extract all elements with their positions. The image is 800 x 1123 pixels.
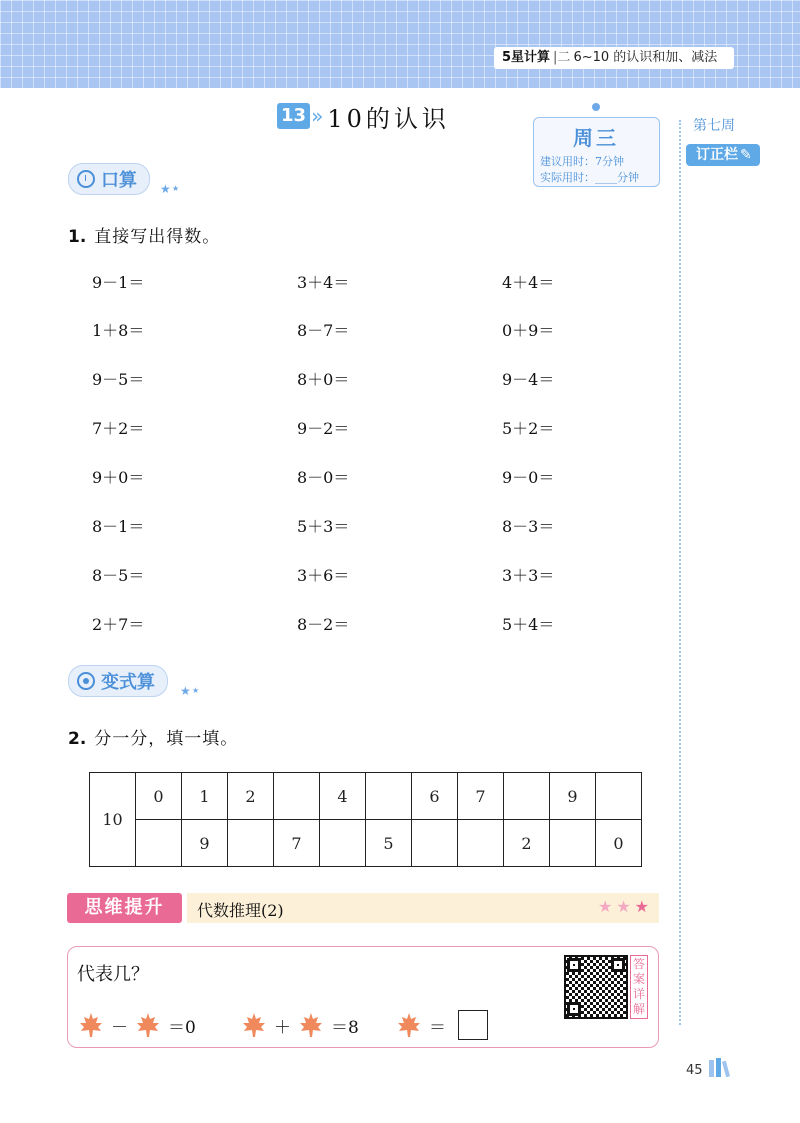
star-icon: ★	[597, 897, 617, 916]
star-icon: ★	[180, 684, 191, 698]
arithmetic-expression: 5＋4＝	[502, 615, 555, 634]
lesson-title: 10的认识	[327, 104, 450, 133]
table-cell-top: 2	[228, 773, 274, 820]
arithmetic-expression: 8－3＝	[502, 517, 555, 536]
question-number: 1.	[68, 227, 87, 247]
table-row	[90, 773, 642, 820]
arithmetic-expression: 5＋3＝	[297, 517, 350, 536]
table-cell-bottom[interactable]	[228, 820, 274, 867]
table-cell-bottom: 7	[274, 820, 320, 867]
maple-leaf-icon	[134, 1011, 162, 1039]
arithmetic-expression: 8－2＝	[297, 615, 350, 634]
question-1	[68, 222, 220, 247]
header-separator: |二	[553, 50, 571, 65]
equation-3	[395, 1008, 488, 1042]
thinking-question: 代表几？	[77, 964, 149, 985]
qr-label-char: 案	[632, 972, 645, 986]
table-cell-top: 6	[412, 773, 458, 820]
table-cell-top: 4	[320, 773, 366, 820]
table-cell-top: 7	[458, 773, 504, 820]
qr-finder	[611, 958, 625, 972]
section-tag-variant	[68, 665, 168, 697]
plus-sign: ＋	[274, 1017, 291, 1038]
star-icon: ★	[172, 184, 180, 193]
table-cell-bottom: 9	[182, 820, 228, 867]
fix-column-tag	[686, 144, 760, 166]
arithmetic-expression: 9－5＝	[92, 370, 145, 389]
arithmetic-expression: 8－0＝	[297, 468, 350, 487]
arithmetic-expression: 9＋0＝	[92, 468, 145, 487]
arithmetic-expression: 9－0＝	[502, 468, 555, 487]
section-tag-oral	[68, 163, 150, 195]
pin-icon	[592, 103, 600, 111]
split-table	[89, 772, 642, 867]
fix-label: 订正栏	[696, 147, 738, 163]
equation-result: ＝8	[331, 1017, 359, 1038]
arithmetic-expression: 8－1＝	[92, 517, 145, 536]
arithmetic-expression: 3＋4＝	[297, 273, 350, 292]
question-text: 分一分，填一填。	[94, 729, 239, 749]
target-icon	[77, 672, 95, 690]
table-cell-bottom[interactable]	[550, 820, 596, 867]
table-cell-bottom: 0	[596, 820, 642, 867]
series-name: 5星计算	[502, 50, 551, 65]
table-cell-bottom[interactable]	[320, 820, 366, 867]
maple-leaf-icon	[240, 1011, 268, 1039]
week-label: 第七周	[693, 118, 735, 134]
table-row	[90, 820, 642, 867]
pencil-icon: ✎	[740, 147, 752, 163]
qr-label	[630, 955, 648, 1019]
header-strip	[0, 0, 800, 88]
arithmetic-expression: 0＋9＝	[502, 321, 555, 340]
actual-time: 实际用时：____分钟	[540, 171, 639, 184]
qr-label-char: 解	[632, 1002, 645, 1016]
arithmetic-expression: 8－7＝	[297, 321, 350, 340]
arithmetic-expression: 2＋7＝	[92, 615, 145, 634]
qr-label-char: 答	[632, 957, 645, 971]
qr-finder	[567, 958, 581, 972]
arithmetic-expression: 1＋8＝	[92, 321, 145, 340]
question-number: 2.	[68, 729, 87, 749]
day-card	[533, 117, 660, 187]
qr-finder	[567, 1002, 581, 1016]
table-cell-top[interactable]	[504, 773, 550, 820]
arithmetic-expression: 5＋2＝	[502, 419, 555, 438]
table-cell-bottom[interactable]	[136, 820, 182, 867]
qr-label-char: 详	[632, 987, 645, 1001]
table-cell-top: 0	[136, 773, 182, 820]
minus-sign: －	[111, 1017, 128, 1038]
table-total-cell: 10	[90, 773, 136, 867]
thinking-bar	[187, 893, 659, 923]
arithmetic-expression: 3＋3＝	[502, 566, 555, 585]
equation-2	[240, 1008, 365, 1042]
question-text: 直接写出得数。	[94, 227, 221, 247]
section-label: 口算	[101, 170, 137, 191]
table-cell-bottom: 2	[504, 820, 550, 867]
question-2	[68, 724, 238, 749]
lesson-number: 13	[277, 103, 310, 129]
star-icon: ★	[616, 897, 635, 916]
equation-1	[77, 1008, 202, 1042]
table-cell-top: 1	[182, 773, 228, 820]
section-label: 变式算	[101, 672, 155, 693]
divider	[679, 120, 681, 1025]
header-tag	[494, 47, 734, 69]
table-cell-top[interactable]	[596, 773, 642, 820]
table-cell-top: 9	[550, 773, 596, 820]
arithmetic-expression: 9－1＝	[92, 273, 145, 292]
arithmetic-expression: 8－5＝	[92, 566, 145, 585]
equation-result: ＝0	[168, 1017, 196, 1038]
thinking-tag: 思维提升	[67, 893, 182, 923]
arithmetic-expression: 9－4＝	[502, 370, 555, 389]
difficulty-stars	[598, 897, 653, 916]
maple-leaf-icon	[297, 1011, 325, 1039]
stopwatch-icon	[77, 170, 95, 188]
suggested-time: 建议用时：7分钟	[540, 155, 624, 168]
page-title	[277, 100, 450, 132]
table-cell-bottom: 5	[366, 820, 412, 867]
table-cell-top[interactable]	[274, 773, 320, 820]
arithmetic-expression: 4＋4＝	[502, 273, 555, 292]
thinking-topic: 代数推理(2)	[197, 901, 284, 920]
books-icon	[708, 1058, 736, 1078]
arithmetic-expression: 8＋0＝	[297, 370, 350, 389]
unit-name: 6~10 的认识和加、减法	[573, 50, 718, 65]
page-number: 45	[686, 1063, 703, 1078]
arithmetic-expression: 3＋6＝	[297, 566, 350, 585]
day-label: 周三	[573, 126, 619, 150]
table-cell-bottom[interactable]	[458, 820, 504, 867]
star-icon: ★	[192, 686, 200, 695]
equals-sign: ＝	[429, 1017, 446, 1038]
arithmetic-expression: 7＋2＝	[92, 419, 145, 438]
maple-leaf-icon	[395, 1011, 423, 1039]
star-icon: ★	[160, 182, 171, 196]
star-icon: ★	[634, 897, 653, 916]
table-cell-bottom[interactable]	[412, 820, 458, 867]
arithmetic-expression: 9－2＝	[297, 419, 350, 438]
maple-leaf-icon	[77, 1011, 105, 1039]
answer-box[interactable]	[458, 1010, 488, 1040]
table-cell-top[interactable]	[366, 773, 412, 820]
qr-code-icon[interactable]	[564, 955, 628, 1019]
chevron-right-icon: »	[311, 104, 324, 128]
